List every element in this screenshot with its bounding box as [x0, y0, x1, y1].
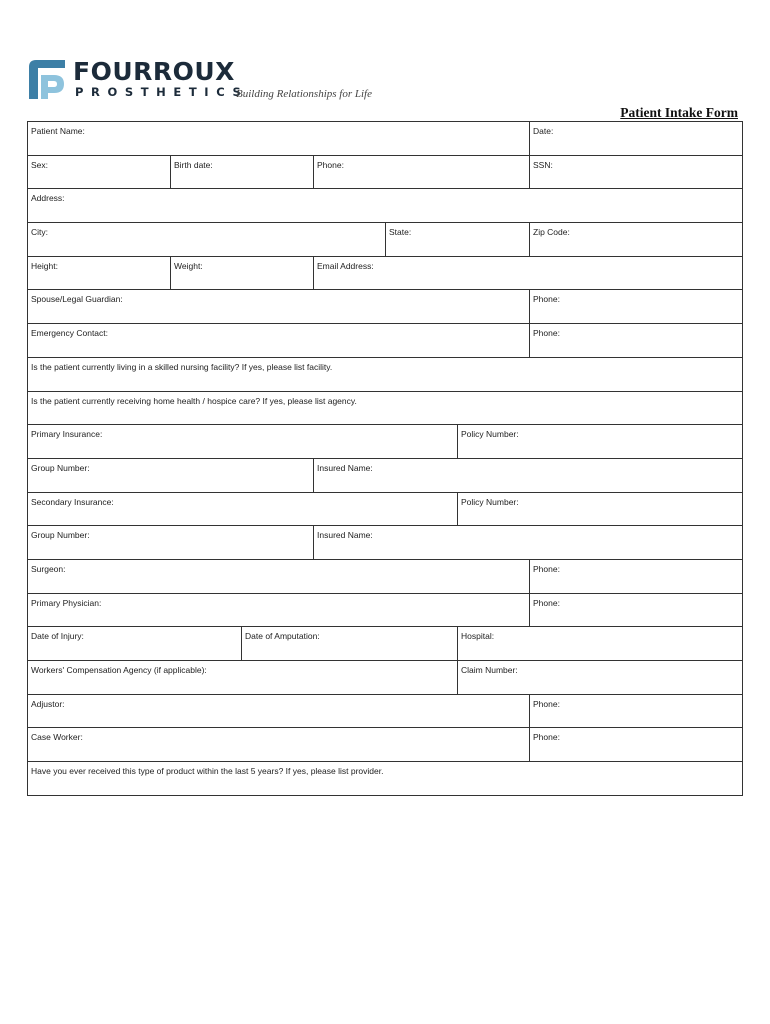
field-label: Phone: — [533, 597, 560, 608]
row-physician — [28, 594, 743, 628]
row-prior-product — [28, 762, 743, 796]
primary-policy-number-field[interactable] — [458, 425, 743, 459]
hospital-field[interactable] — [458, 627, 743, 661]
field-label: Zip Code: — [533, 227, 570, 238]
row-emergency — [28, 324, 743, 358]
field-label: Emergency Contact: — [31, 328, 109, 339]
row-home-health — [28, 392, 743, 426]
primary-insurance-field[interactable] — [28, 425, 458, 459]
date-of-amputation-field[interactable] — [242, 627, 458, 661]
tagline: Building Relationships for Life — [236, 88, 372, 100]
field-label: Phone: — [533, 294, 560, 305]
field-label: Primary Insurance: — [31, 429, 103, 440]
ssn-field[interactable] — [530, 156, 743, 190]
patient-name-field[interactable] — [28, 122, 530, 156]
adjustor-field[interactable] — [28, 695, 530, 729]
field-label: Secondary Insurance: — [31, 496, 114, 507]
email-address-field[interactable] — [314, 257, 743, 291]
field-label: Adjustor: — [31, 698, 65, 709]
surgeon-phone-field[interactable] — [530, 560, 743, 594]
field-label: SSN: — [533, 159, 553, 170]
brand-subtitle: PROSTHETICS — [75, 85, 249, 99]
claim-number-field[interactable] — [458, 661, 743, 695]
spouse-phone-field[interactable] — [530, 290, 743, 324]
field-label: City: — [31, 227, 48, 238]
row-case-worker — [28, 728, 743, 762]
field-label: Birth date: — [174, 159, 213, 170]
row-workers-comp — [28, 661, 743, 695]
field-label: Phone: — [533, 732, 560, 743]
phone-field[interactable] — [314, 156, 530, 190]
row-height — [28, 257, 743, 291]
field-label: Phone: — [533, 328, 560, 339]
field-label: Is the patient currently receiving home health / hospice care? If yes, please list agency. — [31, 395, 357, 406]
field-label: Surgeon: — [31, 563, 66, 574]
field-label: Email Address: — [317, 260, 374, 271]
form-title: Patient Intake Form — [620, 105, 738, 120]
workers-comp-agency-field[interactable] — [28, 661, 458, 695]
field-label: Patient Name: — [31, 126, 85, 136]
secondary-insurance-field[interactable] — [28, 493, 458, 527]
emergency-phone-field[interactable] — [530, 324, 743, 358]
field-label: Policy Number: — [461, 429, 519, 440]
field-label: Have you ever received this type of product within the last 5 years? If yes, please list provider. — [31, 766, 384, 777]
primary-group-number-field[interactable] — [28, 459, 314, 493]
case-worker-field[interactable] — [28, 728, 530, 762]
field-label: Case Worker: — [31, 732, 83, 743]
row-secondary-insurance — [28, 493, 743, 527]
field-label: Insured Name: — [317, 530, 373, 541]
field-label: Weight: — [174, 260, 203, 271]
field-label: Phone: — [533, 698, 560, 709]
adjustor-phone-field[interactable] — [530, 695, 743, 729]
brand-name: FOURROUX — [73, 57, 235, 86]
field-label: Address: — [31, 193, 65, 204]
secondary-policy-number-field[interactable] — [458, 493, 743, 527]
row-surgeon — [28, 560, 743, 594]
zip-code-field[interactable] — [530, 223, 743, 257]
field-label: State: — [389, 227, 412, 238]
physician-phone-field[interactable] — [530, 594, 743, 628]
surgeon-field[interactable] — [28, 560, 530, 594]
field-label: Is the patient currently living in a skilled nursing facility? If yes, please list facility. — [31, 361, 333, 372]
row-sex — [28, 156, 743, 190]
city-field[interactable] — [28, 223, 386, 257]
field-label: Group Number: — [31, 530, 90, 541]
row-city — [28, 223, 743, 257]
address-field[interactable] — [28, 189, 743, 223]
primary-physician-field[interactable] — [28, 594, 530, 628]
field-label: Claim Number: — [461, 665, 518, 675]
field-label: Primary Physician: — [31, 597, 102, 608]
field-label: Date of Amputation: — [245, 631, 320, 642]
field-label: Spouse/Legal Guardian: — [31, 294, 123, 305]
prior-product-field[interactable] — [28, 762, 743, 796]
intake-form-table — [27, 121, 743, 796]
fp-monogram-icon — [27, 58, 67, 100]
row-spouse — [28, 290, 743, 324]
state-field[interactable] — [386, 223, 530, 257]
field-label: Hospital: — [461, 631, 495, 642]
row-primary-insurance — [28, 425, 743, 459]
nursing-facility-field[interactable] — [28, 358, 743, 392]
row-nursing — [28, 358, 743, 392]
date-of-injury-field[interactable] — [28, 627, 242, 661]
row-injury — [28, 627, 743, 661]
sex-field[interactable] — [28, 156, 171, 190]
weight-field[interactable] — [171, 257, 314, 291]
emergency-contact-field[interactable] — [28, 324, 530, 358]
row-patient-name — [28, 122, 743, 156]
field-label: Phone: — [533, 563, 560, 574]
date-field[interactable] — [530, 122, 743, 156]
field-label: Group Number: — [31, 462, 90, 473]
field-label: Phone: — [317, 159, 344, 170]
secondary-group-number-field[interactable] — [28, 526, 314, 560]
row-address — [28, 189, 743, 223]
row-group-2 — [28, 526, 743, 560]
field-label: Insured Name: — [317, 462, 373, 473]
field-label: Workers' Compensation Agency (if applicable): — [31, 665, 207, 675]
case-worker-phone-field[interactable] — [530, 728, 743, 762]
field-label: Policy Number: — [461, 496, 519, 507]
home-health-field[interactable] — [28, 392, 743, 426]
primary-insured-name-field[interactable] — [314, 459, 743, 493]
birth-date-field[interactable] — [171, 156, 314, 190]
field-label: Sex: — [31, 159, 49, 170]
row-group-1 — [28, 459, 743, 493]
height-field[interactable] — [28, 257, 171, 291]
field-label: Date: — [533, 126, 554, 136]
spouse-guardian-field[interactable] — [28, 290, 530, 324]
field-label: Date of Injury: — [31, 631, 84, 642]
field-label: Height: — [31, 260, 58, 271]
row-adjustor — [28, 695, 743, 729]
secondary-insured-name-field[interactable] — [314, 526, 743, 560]
